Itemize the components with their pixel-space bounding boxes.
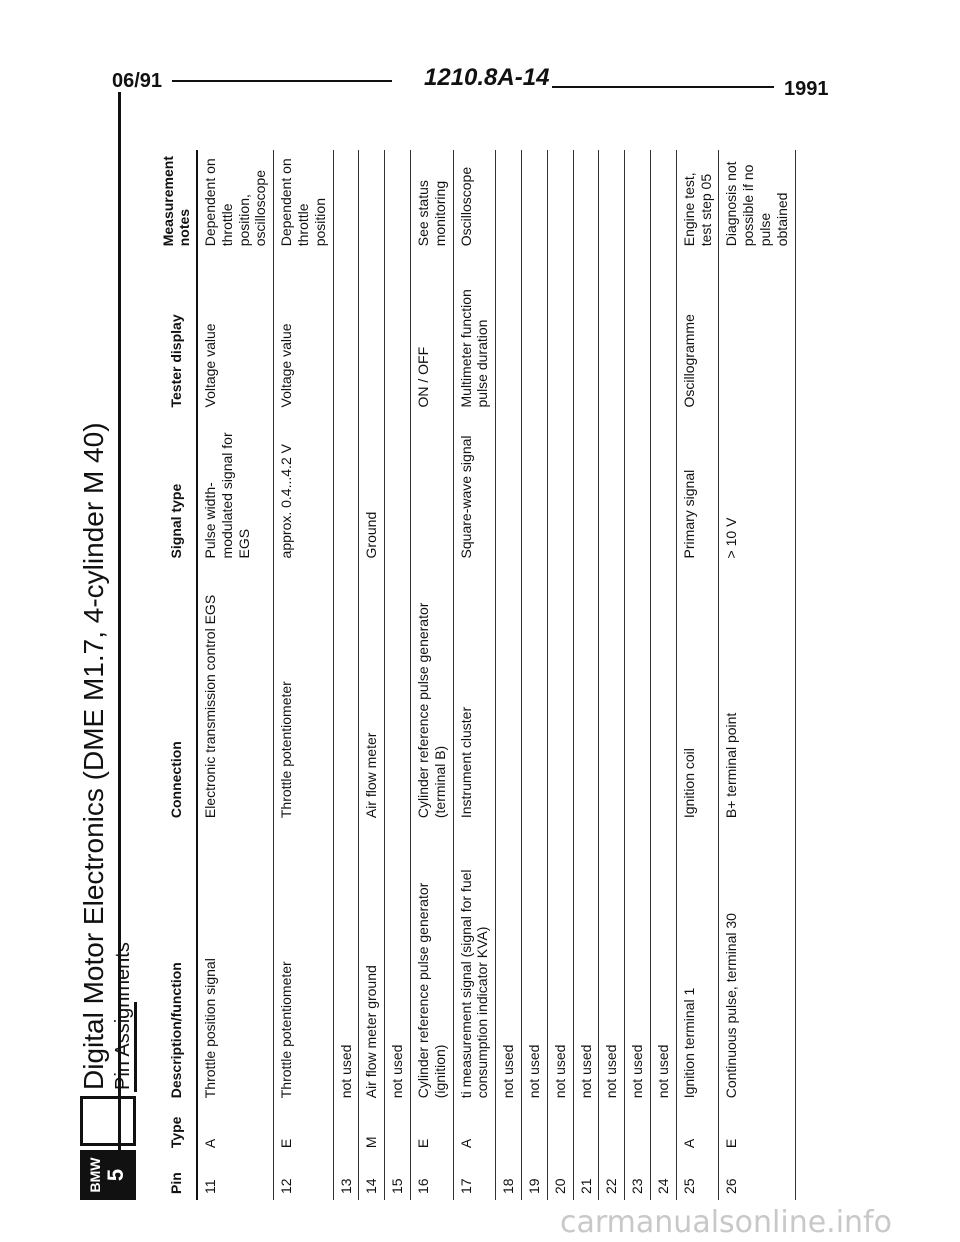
header-date: 06/91 — [112, 70, 163, 92]
cell-signal-type — [573, 414, 599, 565]
cell-type: A — [676, 1104, 719, 1154]
cell-signal-type: Square-wave signal — [453, 414, 496, 565]
cell-type: E — [410, 1104, 453, 1154]
cell-type: M — [359, 1104, 385, 1154]
table-row — [333, 150, 359, 1200]
cell-connection — [385, 564, 411, 824]
cell-type — [385, 1104, 411, 1154]
cell-type — [573, 1104, 599, 1154]
table-row — [410, 150, 453, 1200]
cell-measurement-notes — [385, 150, 411, 252]
cell-pin: 25 — [676, 1154, 719, 1200]
cell-description: Cylinder reference pulse generator (ignition) — [410, 824, 453, 1104]
cell-connection — [573, 564, 599, 824]
cell-signal-type — [521, 414, 547, 565]
col-type: Type — [156, 1104, 197, 1154]
cell-description: not used — [573, 824, 599, 1104]
cell-pin: 15 — [385, 1154, 411, 1200]
cell-description: ti measurement signal (signal for fuel consumption indicator KVA) — [453, 824, 496, 1104]
cell-connection — [333, 564, 359, 824]
cell-tester-display — [625, 252, 651, 413]
cell-signal-type: Ground — [359, 414, 385, 565]
cell-measurement-notes: Oscilloscope — [453, 150, 496, 252]
cell-measurement-notes — [599, 150, 625, 252]
cell-description: Ignition terminal 1 — [676, 824, 719, 1104]
col-pin: Pin — [156, 1154, 197, 1200]
cell-type — [547, 1104, 573, 1154]
cell-tester-display: Voltage value — [197, 252, 274, 413]
cell-type — [650, 1104, 676, 1154]
cell-connection: Electronic transmission control EGS — [197, 564, 274, 824]
cell-description: not used — [333, 824, 359, 1104]
cell-connection: Air flow meter — [359, 564, 385, 824]
cell-description: not used — [547, 824, 573, 1104]
table-row — [719, 150, 795, 1200]
cell-connection: Cylinder reference pulse generator (terminal B) — [410, 564, 453, 824]
table-row — [650, 150, 676, 1200]
cell-pin: 12 — [274, 1154, 333, 1200]
cell-tester-display — [719, 252, 795, 413]
cell-description: not used — [521, 824, 547, 1104]
subtitle-rule — [134, 1002, 137, 1092]
page-subtitle: Pin Assignments — [112, 942, 134, 1090]
table-row — [274, 150, 333, 1200]
cell-connection: Instrument cluster — [453, 564, 496, 824]
cell-pin: 26 — [719, 1154, 795, 1200]
cell-tester-display — [521, 252, 547, 413]
cell-connection: B+ terminal point — [719, 564, 795, 824]
cell-measurement-notes: See status monitoring — [410, 150, 453, 252]
cell-tester-display — [333, 252, 359, 413]
cell-type — [496, 1104, 522, 1154]
pin-assignment-table — [156, 150, 796, 1200]
cell-measurement-notes — [496, 150, 522, 252]
col-connection: Connection — [156, 564, 197, 824]
watermark: carmanualsonline.info — [560, 1205, 892, 1240]
header-doc-number: 1210.8A-14 — [424, 64, 550, 91]
bmw-logo — [80, 1096, 141, 1200]
cell-tester-display: Oscillogramme — [676, 252, 719, 413]
logo-blank-box — [80, 1096, 136, 1146]
cell-tester-display — [599, 252, 625, 413]
cell-signal-type — [496, 414, 522, 565]
cell-type: A — [197, 1104, 274, 1154]
header-year: 1991 — [784, 78, 829, 100]
cell-connection — [547, 564, 573, 824]
cell-pin: 22 — [599, 1154, 625, 1200]
table-row — [197, 150, 274, 1200]
cell-connection — [496, 564, 522, 824]
cell-type: A — [453, 1104, 496, 1154]
cell-tester-display — [496, 252, 522, 413]
cell-description: not used — [650, 824, 676, 1104]
cell-description: not used — [599, 824, 625, 1104]
cell-signal-type: approx. 0.4...4.2 V — [274, 414, 333, 565]
cell-tester-display — [573, 252, 599, 413]
cell-connection — [599, 564, 625, 824]
cell-measurement-notes — [547, 150, 573, 252]
table-row — [496, 150, 522, 1200]
cell-description: not used — [496, 824, 522, 1104]
cell-measurement-notes: Engine test, test step 05 — [676, 150, 719, 252]
cell-signal-type — [410, 414, 453, 565]
table-row — [547, 150, 573, 1200]
cell-measurement-notes: Diagnosis not possible if no pulse obtained — [719, 150, 795, 252]
cell-pin: 16 — [410, 1154, 453, 1200]
cell-description: Throttle position signal — [197, 824, 274, 1104]
bmw-badge — [80, 1150, 136, 1200]
cell-connection — [625, 564, 651, 824]
table-row — [453, 150, 496, 1200]
cell-measurement-notes — [650, 150, 676, 252]
rotated-page-body — [78, 130, 790, 1200]
cell-connection: Ignition coil — [676, 564, 719, 824]
table-row — [385, 150, 411, 1200]
cell-tester-display — [547, 252, 573, 413]
table-body — [197, 150, 795, 1200]
cell-pin: 17 — [453, 1154, 496, 1200]
cell-type: E — [719, 1104, 795, 1154]
logo-series: 5 — [103, 1168, 128, 1182]
cell-signal-type: Pulse width-modulated signal for EGS — [197, 414, 274, 565]
table-row — [676, 150, 719, 1200]
cell-measurement-notes: Dependent on throttle position, oscilloscope — [197, 150, 274, 252]
cell-signal-type — [625, 414, 651, 565]
table-row — [521, 150, 547, 1200]
cell-connection: Throttle potentiometer — [274, 564, 333, 824]
table-row — [599, 150, 625, 1200]
cell-signal-type: > 10 V — [719, 414, 795, 565]
cell-tester-display — [650, 252, 676, 413]
table-header-row — [156, 150, 197, 1200]
cell-pin: 13 — [333, 1154, 359, 1200]
cell-measurement-notes — [625, 150, 651, 252]
cell-connection — [521, 564, 547, 824]
cell-pin: 23 — [625, 1154, 651, 1200]
cell-measurement-notes — [521, 150, 547, 252]
cell-signal-type — [385, 414, 411, 565]
cell-connection — [650, 564, 676, 824]
cell-tester-display: Multimeter function pulse duration — [453, 252, 496, 413]
col-signal-type: Signal type — [156, 414, 197, 565]
col-tester-display: Tester display — [156, 252, 197, 413]
cell-pin: 11 — [197, 1154, 274, 1200]
cell-description: Air flow meter ground — [359, 824, 385, 1104]
cell-type: E — [274, 1104, 333, 1154]
cell-signal-type — [333, 414, 359, 565]
logo-brand: BMW — [87, 1157, 103, 1193]
cell-measurement-notes: Dependent on throttle position — [274, 150, 333, 252]
cell-type — [625, 1104, 651, 1154]
table-row — [573, 150, 599, 1200]
cell-signal-type — [547, 414, 573, 565]
col-measurement-notes: Measurement notes — [156, 150, 197, 252]
cell-pin: 20 — [547, 1154, 573, 1200]
cell-measurement-notes — [573, 150, 599, 252]
cell-pin: 21 — [573, 1154, 599, 1200]
cell-description: not used — [385, 824, 411, 1104]
cell-tester-display — [359, 252, 385, 413]
cell-description: Continuous pulse, terminal 30 — [719, 824, 795, 1104]
cell-description: not used — [625, 824, 651, 1104]
header-rule-right — [552, 86, 774, 88]
cell-measurement-notes — [333, 150, 359, 252]
page-title: Digital Motor Electronics (DME M1.7, 4-cylinder M 40) — [78, 422, 109, 1090]
cell-pin: 19 — [521, 1154, 547, 1200]
cell-pin: 24 — [650, 1154, 676, 1200]
cell-signal-type: Primary signal — [676, 414, 719, 565]
cell-description: Throttle potentiometer — [274, 824, 333, 1104]
table-row — [359, 150, 385, 1200]
cell-tester-display — [385, 252, 411, 413]
cell-type — [333, 1104, 359, 1154]
header-rule-left — [172, 80, 392, 82]
cell-pin: 18 — [496, 1154, 522, 1200]
cell-type — [599, 1104, 625, 1154]
cell-type — [521, 1104, 547, 1154]
cell-tester-display: Voltage value — [274, 252, 333, 413]
cell-measurement-notes — [359, 150, 385, 252]
cell-signal-type — [599, 414, 625, 565]
table-row — [625, 150, 651, 1200]
col-description: Description/function — [156, 824, 197, 1104]
cell-signal-type — [650, 414, 676, 565]
cell-tester-display: ON / OFF — [410, 252, 453, 413]
cell-pin: 14 — [359, 1154, 385, 1200]
